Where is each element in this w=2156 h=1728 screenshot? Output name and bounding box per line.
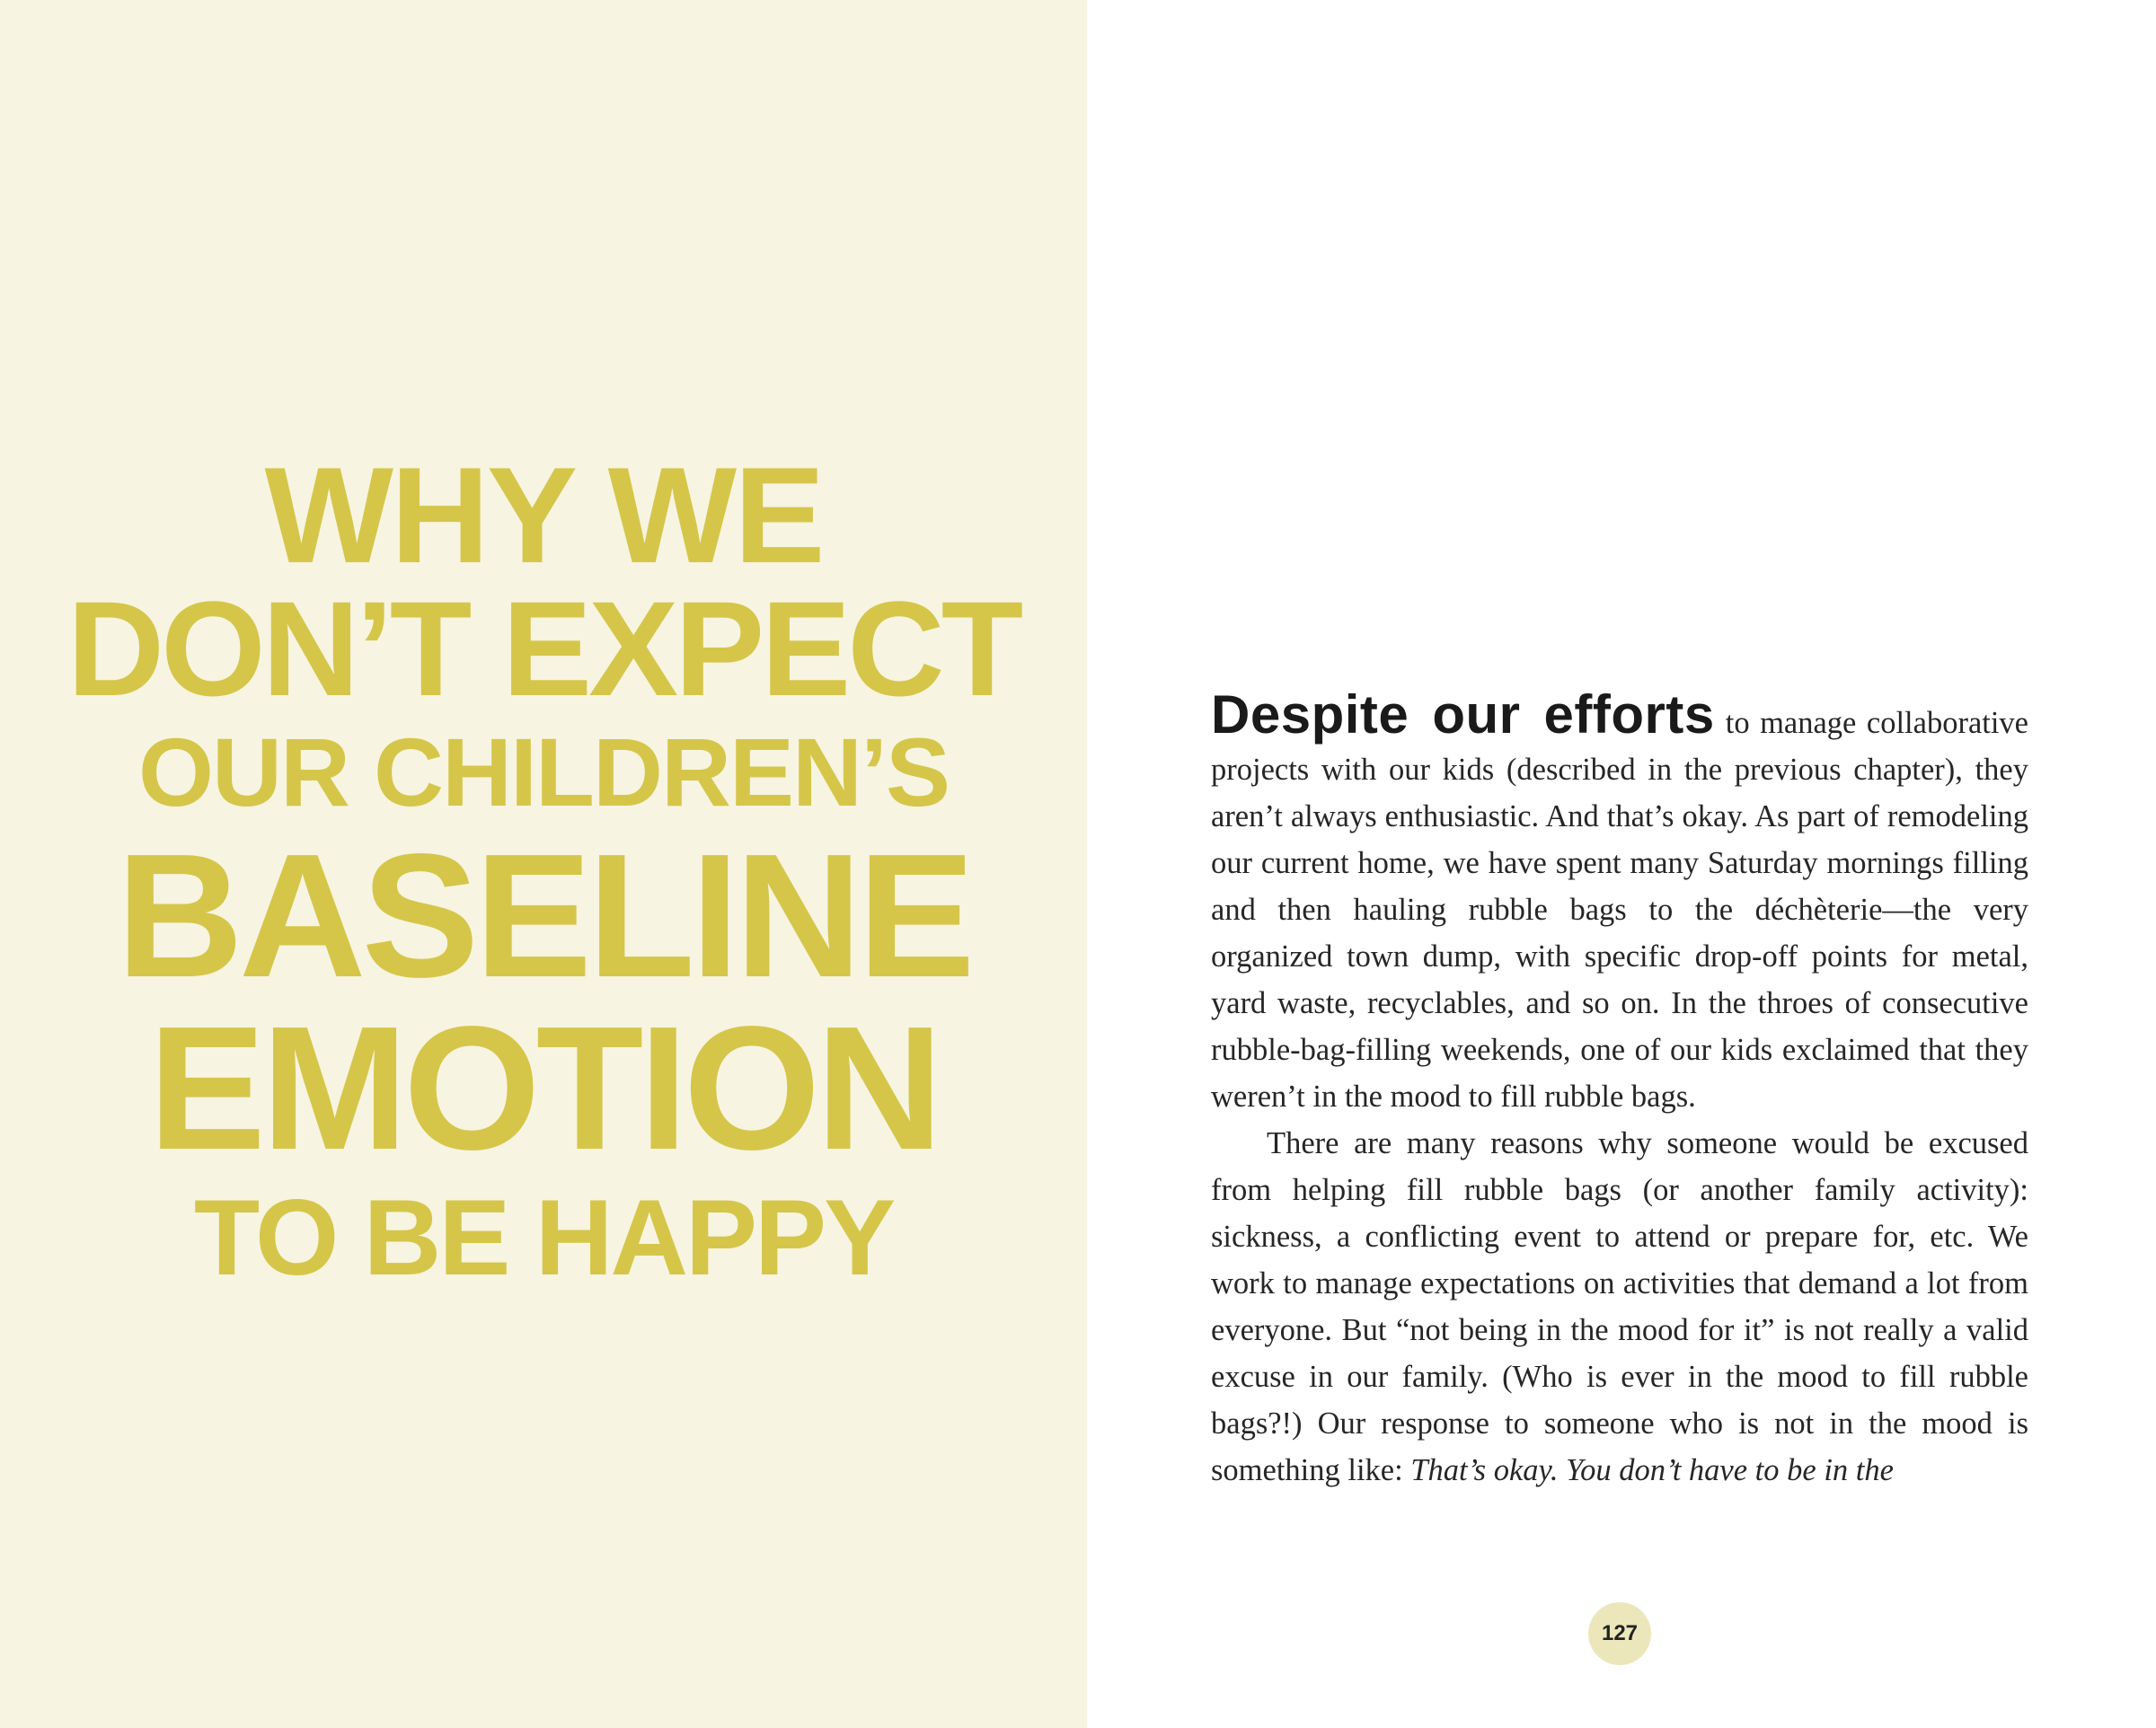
chapter-title	[0, 439, 1087, 1300]
chapter-title-line: WHY WE	[264, 439, 823, 592]
italic-text: That’s okay. You don’t have to be in the	[1410, 1453, 1894, 1487]
chapter-title-line: EMOTION	[148, 990, 939, 1186]
page-number: 127	[1588, 1602, 1651, 1665]
paragraph	[1211, 1120, 2028, 1494]
paragraph-text: to manage collaborative projects with our kids (described in the previous chapter), they aren’t always enthusiastic. And that’s okay. As part of remodeling our current home, we have spent many Saturday mornings filling and then hauling rubble bags to the déchèterie—the very organized town dump, with specific drop-off points for metal, yard waste, recyclables, and so on. In the throes of consecutive rubble-bag-filling weekends, one of our kids exclaimed that they weren’t in the mood to fill rubble bags.	[1211, 706, 2028, 1114]
paragraph	[1211, 684, 2028, 1120]
lead-in-heading: Despite our efforts	[1211, 684, 1715, 745]
chapter-title-line: DON’T EXPECT	[66, 573, 1021, 724]
paragraph-text: There are many reasons why someone would be excused from helping fill rubble bags (or another family activity): sickness, a conflicting event to attend or prepare for, etc. We work to manage expectations on activities that demand a lot from everyone. But “not being in the mood for it” is not really a valid excuse in our family. (Who is ever in the mood to fill rubble bags?!) Our response to someone who is not in the mood is something like:	[1211, 1126, 2028, 1487]
chapter-title-line: BASELINE	[116, 817, 971, 1014]
body-text	[1211, 684, 2028, 1494]
chapter-title-line: OUR CHILDREN’S	[137, 718, 950, 826]
chapter-title-line: TO BE HAPPY	[193, 1177, 894, 1298]
